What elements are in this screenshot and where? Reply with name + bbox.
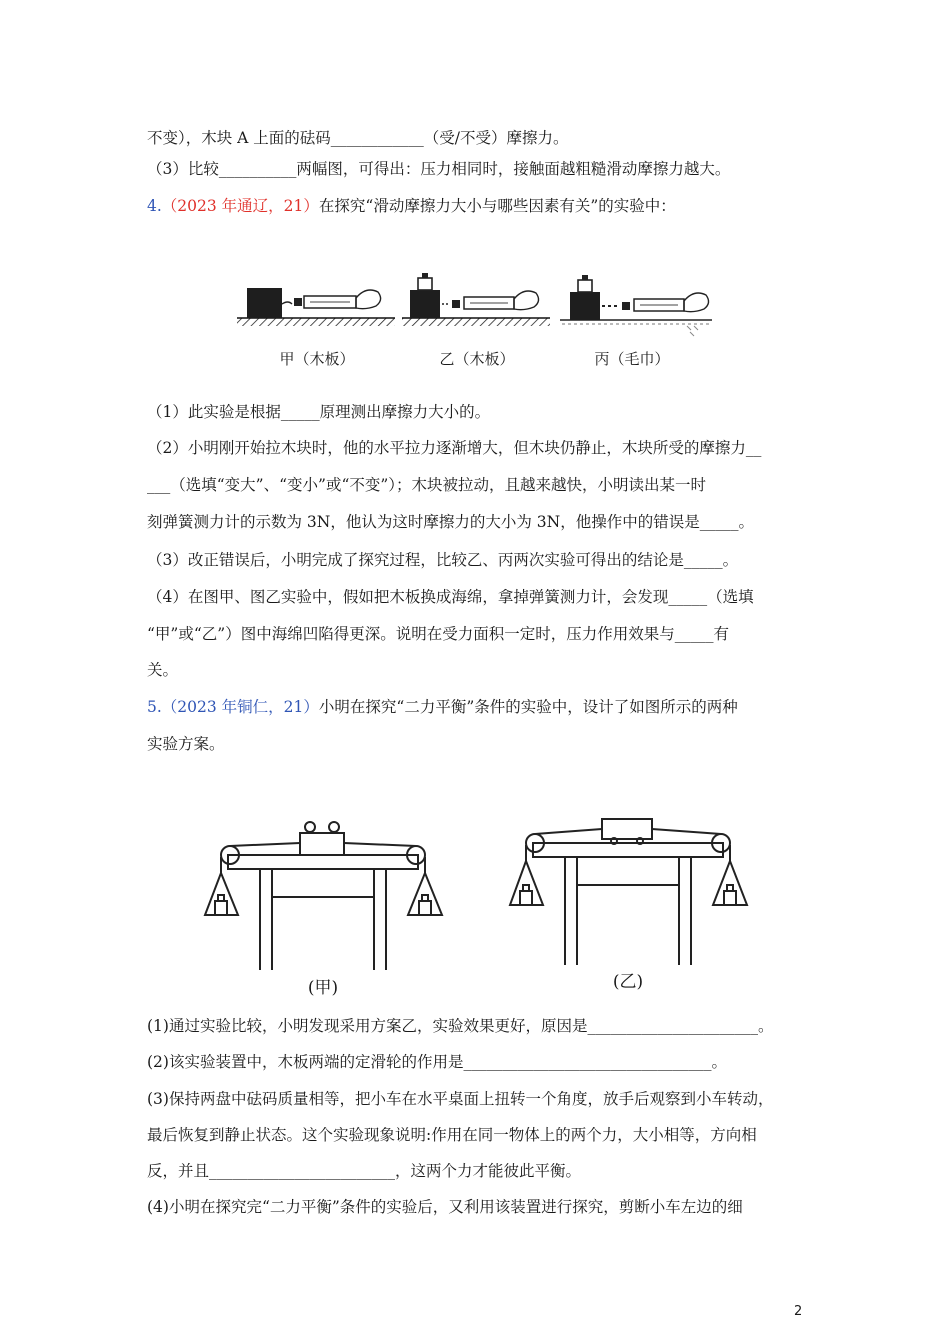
question-4-header bbox=[147, 196, 676, 216]
text-line: （3）比较__________两幅图，可得出：压力相同时，接触面越粗糙滑动摩擦力越大。 bbox=[147, 160, 731, 178]
scheme-yi-label: (乙) bbox=[612, 972, 644, 992]
question-number: 4. bbox=[147, 197, 162, 215]
text-line: 不变），木块 A 上面的砝码____________（受/不受）摩擦力。 bbox=[147, 129, 569, 147]
text-line: (3)保持两盘中砝码质量相等，把小车在水平桌面上扭转一个角度，放手后观察到小车转动， bbox=[147, 1090, 774, 1108]
text-line: 刻弹簧测力计的示数为 3N，他认为这时摩擦力的大小为 3N，他操作中的错误是_____。 bbox=[147, 513, 754, 531]
setup-yi bbox=[402, 273, 550, 326]
text-line: (4)小明在探究完“二力平衡”条件的实验后，又利用该装置进行探究，剪断小车左边的细 bbox=[147, 1198, 743, 1216]
text-line: (2)该实验装置中，木板两端的定滑轮的作用是________________________________。 bbox=[147, 1053, 727, 1071]
text-line: 实验方案。 bbox=[147, 735, 225, 753]
text-line: ___（选填“变大”、“变小”或“不变”）；木块被拉动，且越来越快，小明读出某一时 bbox=[147, 476, 707, 494]
balance-apparatus-figure bbox=[200, 815, 760, 1000]
text-line: “甲”或“乙”）图中海绵凹陷得更深。说明在受力面积一定时，压力作用效果与_____有 bbox=[147, 625, 729, 643]
scheme-jia bbox=[205, 822, 442, 970]
setup-bing bbox=[560, 275, 712, 336]
text-line: （3）改正错误后，小明完成了探究过程，比较乙、丙两次实验可得出的结论是_____。 bbox=[147, 551, 739, 569]
text-line: (1)通过实验比较，小明发现采用方案乙，实验效果更好，原因是______________________。 bbox=[147, 1017, 774, 1035]
question-source: （2023 年铜仁，21） bbox=[161, 698, 319, 716]
text-line: （2）小明刚开始拉木块时，他的水平拉力逐渐增大，但木块仍静止，木块所受的摩擦力__ bbox=[147, 439, 762, 457]
setup-jia bbox=[237, 288, 395, 326]
setup-yi-label: 乙（木板） bbox=[439, 350, 515, 368]
page-number: 2 bbox=[794, 1304, 803, 1319]
text-line: 关。 bbox=[147, 661, 179, 679]
question-5-header bbox=[147, 697, 738, 717]
question-source: （2023 年通辽，21） bbox=[161, 197, 319, 215]
text-line: （1）此实验是根据_____原理测出摩擦力大小的。 bbox=[147, 403, 491, 421]
question-stem: 在探究“滑动摩擦力大小与哪些因素有关”的实验中： bbox=[318, 197, 676, 215]
setup-bing-label: 丙（毛巾） bbox=[594, 350, 670, 368]
text-line: 反，并且________________________，这两个力才能彼此平衡。 bbox=[147, 1162, 582, 1180]
question-number: 5. bbox=[147, 698, 162, 716]
text-line: 最后恢复到静止状态。这个实验现象说明:作用在同一物体上的两个力，大小相等，方向相 bbox=[147, 1126, 757, 1144]
friction-experiment-figure bbox=[232, 268, 722, 372]
text-line: （4）在图甲、图乙实验中，假如把木板换成海绵，拿掉弹簧测力计，会发现_____（选填 bbox=[147, 588, 754, 606]
setup-jia-label: 甲（木板） bbox=[279, 350, 355, 368]
question-stem: 小明在探究“二力平衡”条件的实验中，设计了如图所示的两种 bbox=[318, 698, 738, 716]
scheme-jia-label: (甲) bbox=[307, 978, 339, 998]
scheme-yi bbox=[510, 819, 747, 965]
